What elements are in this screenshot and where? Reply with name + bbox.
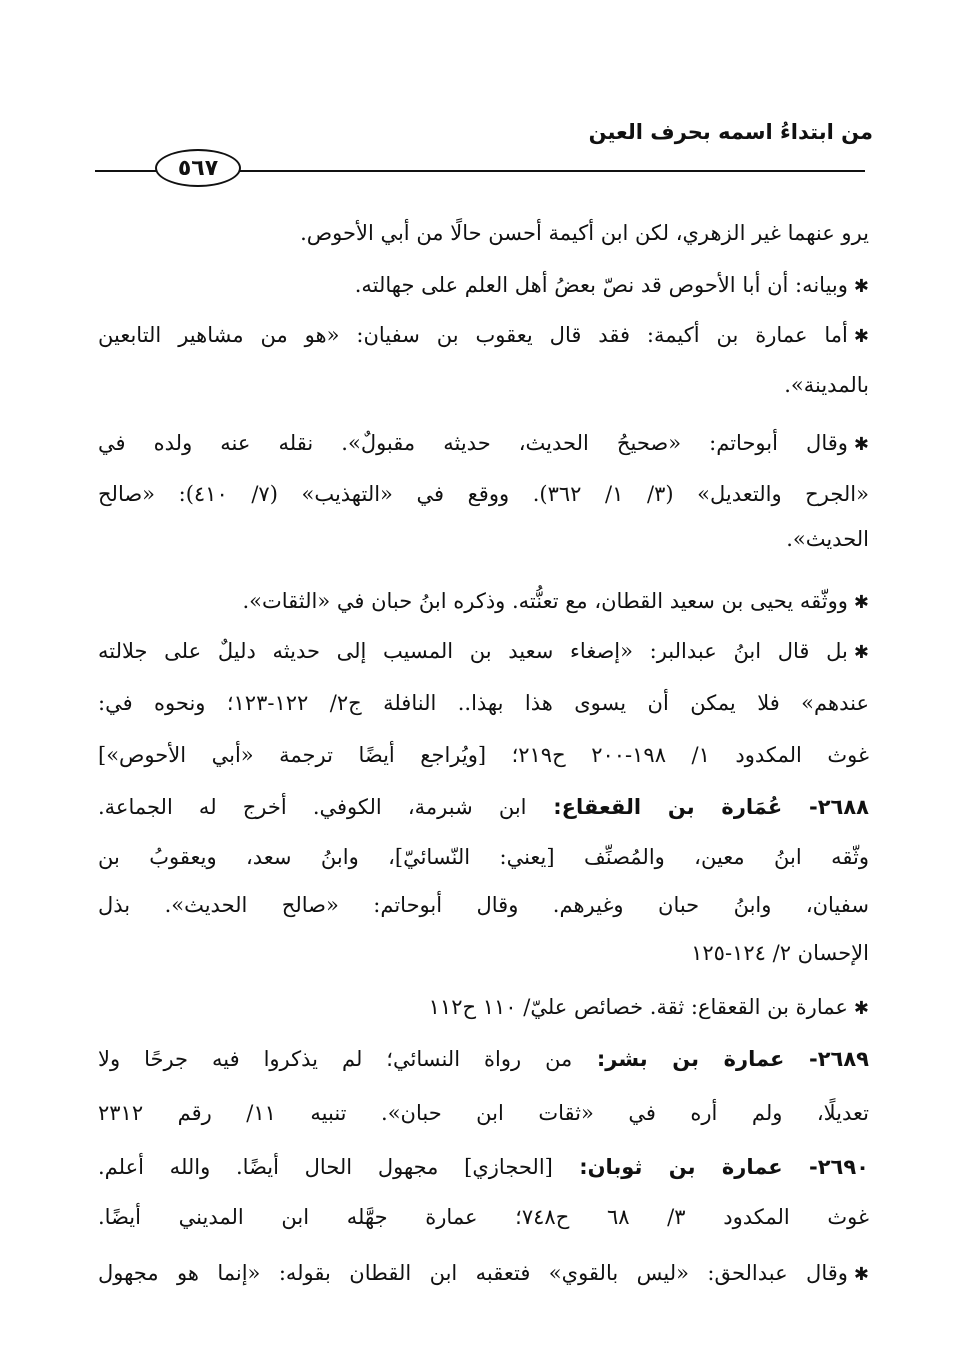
line-text: يرو عنهما غير الزهري، لكن ابن أكيمة أحسن حالًا من أبي الأحوص. xyxy=(300,221,869,245)
line-text: بل قال ابنُ عبدالبر: «إصغاء سعيد بن المسيب إلى حديثه دليلٌ على جلالته xyxy=(98,639,848,663)
text-line xyxy=(98,636,869,666)
line-text: غوث المكدود ١/ ١٩٨-٢٠٠ ح٢١٩؛ [ويُراجع أيضًا ترجمة «أبي الأحوص»] xyxy=(98,743,870,767)
line-text: وبيانه: أن أبا الأحوص قد نصّ بعضُ أهل العلم على جهالته. xyxy=(354,273,848,297)
entry-heading: ٢٦٨٩- عمارة بن بشر: xyxy=(572,1047,869,1071)
entry-heading: ٢٦٩٠- عمارة بن ثوبان: xyxy=(552,1155,869,1179)
text-line xyxy=(98,740,869,770)
line-text: عمارة بن القعقاع: ثقة. خصائص عليّ/ ١١٠ ح١١٢ xyxy=(428,995,848,1019)
text-line xyxy=(98,890,869,920)
text-line xyxy=(784,370,869,400)
text-line xyxy=(98,1152,869,1182)
line-text: تعديلًا، ولم أره في «ثقات ابن حبان». تنبيه ١١/ رقم ٢٣١٢ xyxy=(98,1101,869,1125)
line-text: وقال أبوحاتم: «صحيحُ الحديث، حديثه مقبولٌ». نقله عنه ولده في xyxy=(98,431,848,455)
bullet-star-icon: ✱ xyxy=(853,1264,869,1285)
line-text: وثّقه ابنُ معين، والمُصنِّف [يعني: النّسائيّ]، وابنُ سعد، ويعقوبُ بن xyxy=(98,845,869,869)
text-line xyxy=(355,270,869,300)
bullet-star-icon: ✱ xyxy=(853,276,869,297)
page-header-title: من ابتداءُ اسمه بحرف العين xyxy=(588,120,873,144)
text-line xyxy=(242,586,869,616)
line-text: أما عمارة بن أكيمة: فقد قال يعقوب بن سفيان: «هو من مشاهير التابعين xyxy=(98,323,848,347)
line-text: بالمدينة». xyxy=(784,373,869,397)
bullet-star-icon: ✱ xyxy=(853,998,869,1019)
text-line xyxy=(429,992,869,1022)
text-line xyxy=(691,938,869,968)
bullet-star-icon: ✱ xyxy=(853,592,869,613)
text-line xyxy=(98,1044,869,1074)
bullet-star-icon: ✱ xyxy=(853,642,869,663)
text-line xyxy=(98,792,869,822)
line-text: ابن شبرمة، الكوفي. أخرج له الجماعة. xyxy=(98,795,527,819)
line-text: وقال عبدالحق: «ليس بالقوي» فتعقبه ابن القطان بقوله: «إنما هو مجهول xyxy=(98,1261,848,1285)
line-text: من رواة النسائي؛ لم يذكروا فيه جرحًا ولا xyxy=(98,1047,573,1071)
text-line xyxy=(98,842,869,872)
line-text: ووثّقه يحيى بن سعيد القطان، مع تعنُّته. وذكره ابنُ حبان في «الثقات». xyxy=(242,589,848,613)
text-line xyxy=(300,218,869,248)
text-line xyxy=(98,479,869,509)
line-text: [الحجازي] مجهول الحال أيضًا. والله أعلم. xyxy=(98,1155,553,1179)
page-number: ٥٦٧ xyxy=(177,155,219,181)
text-line xyxy=(98,320,869,350)
text-line xyxy=(98,1202,869,1232)
line-text: الحديث». xyxy=(786,527,869,551)
text-line xyxy=(786,524,869,554)
text-line xyxy=(98,1258,869,1288)
text-line xyxy=(98,428,869,458)
line-text: عندهم» فلا يمكن أن يسوى هذا بهذا.. النافلة ج٢/ ١٢٢-١٢٣؛ ونحوه في: xyxy=(98,691,869,715)
bullet-star-icon: ✱ xyxy=(853,326,869,347)
text-line xyxy=(98,1098,869,1128)
entry-heading: ٢٦٨٨- عُمَارة بن القعقاع: xyxy=(526,795,869,819)
bullet-star-icon: ✱ xyxy=(853,434,869,455)
text-line xyxy=(98,688,869,718)
line-text: غوث المكدود ٣/ ٦٨ ح٧٤٨؛ عمارة جهَّله ابن المديني أيضًا. xyxy=(98,1205,869,1229)
line-text: سفيان، وابنُ حبان وغيرهم. وقال أبوحاتم: «صالح الحديث». بذل xyxy=(98,893,869,917)
line-text: الإحسان ٢/ ١٢٤-١٢٥ xyxy=(691,941,869,965)
line-text: «الجرح والتعديل» (٣/ ١/ ٣٦٢). ووقع في «التهذيب» (٧/ ٤١٠): «صالح xyxy=(98,482,869,506)
